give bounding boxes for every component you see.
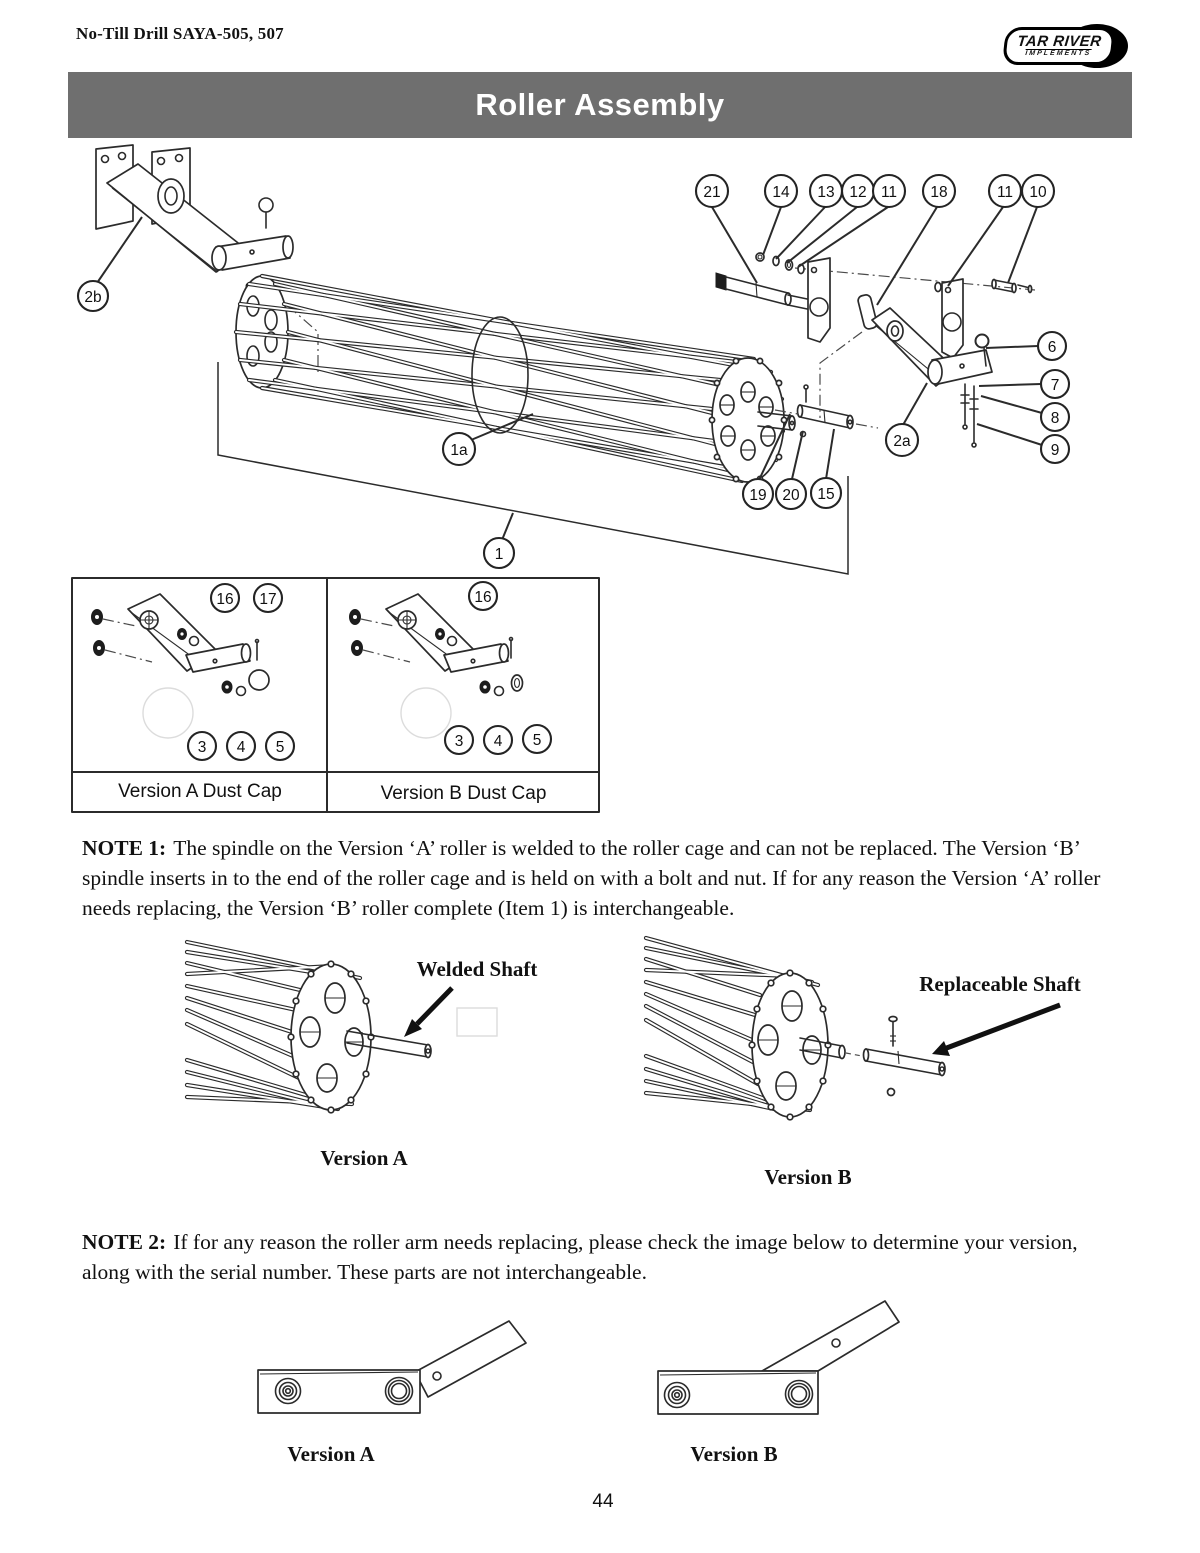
note-2 — [82, 1227, 1106, 1287]
svg-text:14: 14 — [772, 184, 790, 201]
svg-text:3: 3 — [454, 733, 464, 750]
svg-text:1: 1 — [494, 546, 504, 563]
mid-version-a-label: Version A — [320, 1146, 408, 1170]
dustcap-comparison-box — [72, 578, 599, 812]
spindle-parts-drawing — [798, 385, 879, 437]
callout-6 — [1038, 332, 1066, 360]
svg-text:16: 16 — [216, 591, 234, 608]
callout-3-left — [188, 732, 216, 760]
logo-text-top: TAR RIVER — [1016, 32, 1103, 50]
callout-8 — [1041, 403, 1069, 431]
callout-10 — [1022, 175, 1054, 207]
svg-text:18: 18 — [930, 184, 948, 201]
callout-1a — [443, 433, 475, 465]
arm-version-a-drawing — [258, 1321, 526, 1413]
page-number: 44 — [592, 1491, 614, 1512]
callout-5-right — [523, 725, 551, 753]
callout-13 — [810, 175, 842, 207]
svg-text:1a: 1a — [450, 442, 468, 459]
callout-15 — [811, 478, 841, 508]
version-b-roller-drawing — [646, 938, 1060, 1120]
panel-caption-version-a: Version A Dust Cap — [118, 781, 282, 802]
callout-19 — [743, 479, 773, 509]
bottom-version-b-label: Version B — [690, 1442, 778, 1466]
svg-text:11: 11 — [880, 184, 898, 201]
callout-18 — [923, 175, 955, 207]
svg-text:9: 9 — [1050, 442, 1060, 459]
note-1-label: NOTE 1: — [82, 836, 167, 860]
svg-text:21: 21 — [703, 184, 721, 201]
svg-text:6: 6 — [1047, 339, 1057, 356]
callout-12 — [842, 175, 874, 207]
svg-text:4: 4 — [493, 733, 503, 750]
svg-text:11: 11 — [996, 184, 1014, 201]
callout-20 — [776, 479, 806, 509]
svg-text:7: 7 — [1050, 377, 1060, 394]
svg-text:13: 13 — [817, 184, 835, 201]
callout-16-right — [469, 582, 497, 610]
note-1 — [82, 833, 1106, 923]
svg-text:15: 15 — [817, 486, 835, 503]
main-roller-cage-drawing — [236, 276, 795, 482]
callout-21 — [696, 175, 728, 207]
callout-3-right — [445, 726, 473, 754]
mid-version-b-label: Version B — [764, 1165, 852, 1189]
callout-4-right — [484, 726, 512, 754]
svg-text:5: 5 — [532, 732, 542, 749]
svg-text:17: 17 — [259, 591, 277, 608]
document-title: No-Till Drill SAYA-505, 507 — [76, 24, 284, 43]
callout-2b — [78, 281, 108, 311]
svg-text:2a: 2a — [893, 433, 911, 450]
svg-text:19: 19 — [749, 487, 767, 504]
svg-text:2b: 2b — [84, 289, 102, 306]
svg-text:10: 10 — [1029, 184, 1047, 201]
bottom-version-a-label: Version A — [287, 1442, 375, 1466]
panel-caption-version-b: Version B Dust Cap — [380, 783, 547, 804]
svg-text:3: 3 — [197, 739, 207, 756]
svg-text:8: 8 — [1050, 410, 1060, 427]
callout-5-left — [266, 732, 294, 760]
callout-16-left — [211, 584, 239, 612]
section-title: Roller Assembly — [475, 87, 725, 122]
callout-14 — [765, 175, 797, 207]
callout-17-left — [254, 584, 282, 612]
note-1-text: The spindle on the Version ‘A’ roller is welded to the roller cage and can not be replaced. The Version ‘B’ spindle inserts in to the end of the roller cage and is held on with a bolt and nut. If for any reason the Version ‘A’ roller needs replacing, the Version ‘B’ roller complete (Item 1) is interchangeable. — [82, 836, 1101, 920]
svg-text:20: 20 — [782, 487, 800, 504]
replaceable-shaft-label: Replaceable Shaft — [919, 972, 1081, 996]
callout-4-left — [227, 732, 255, 760]
arm-version-b-drawing — [658, 1301, 899, 1414]
note-2-text: If for any reason the roller arm needs replacing, please check the image below to determine your version, along with the serial number. These parts are not interchangeable. — [82, 1230, 1078, 1284]
note-2-label: NOTE 2: — [82, 1230, 167, 1254]
callout-7 — [1041, 370, 1069, 398]
svg-text:5: 5 — [275, 739, 285, 756]
logo-text-bottom: IMPLEMENTS — [1024, 49, 1092, 57]
callout-1 — [484, 538, 514, 568]
callout-9 — [1041, 435, 1069, 463]
svg-text:4: 4 — [236, 739, 246, 756]
svg-text:16: 16 — [474, 589, 492, 606]
callout-11 — [873, 175, 905, 207]
callout-2a — [886, 424, 918, 456]
callout-11b — [989, 175, 1021, 207]
welded-shaft-label: Welded Shaft — [416, 957, 538, 981]
svg-text:12: 12 — [849, 184, 867, 201]
